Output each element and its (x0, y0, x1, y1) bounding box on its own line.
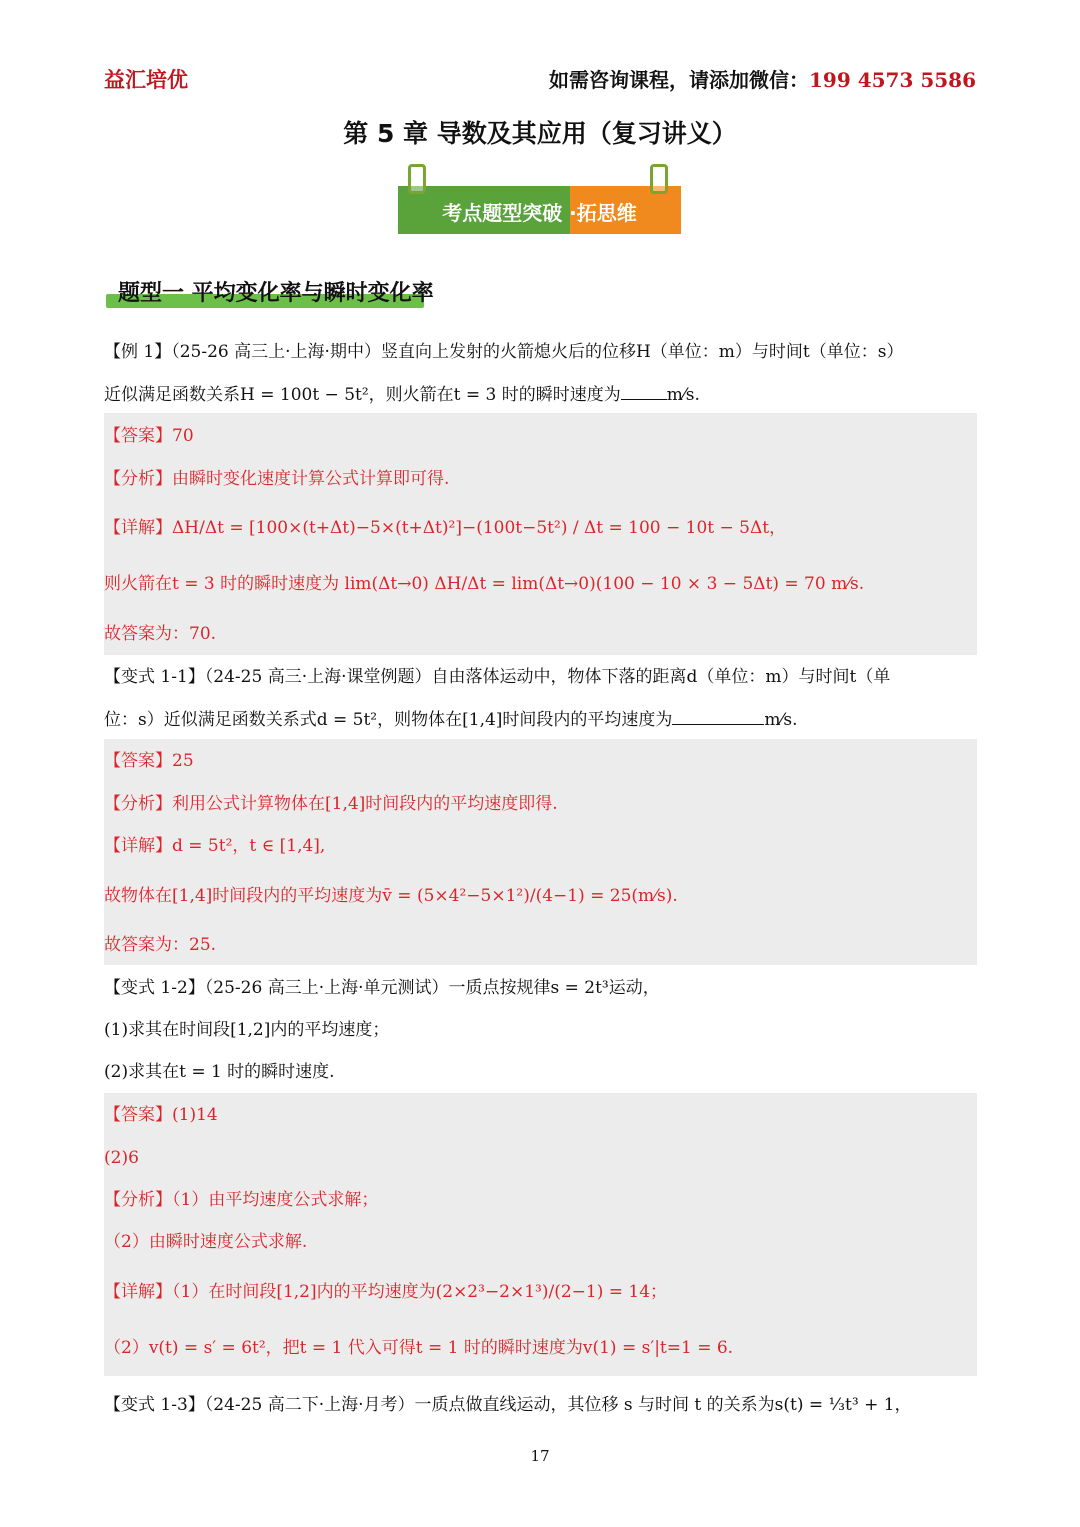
variant11-answer: 【答案】25 (104, 751, 194, 771)
chapter-title: 第 5 章 导数及其应用（复习讲义） (343, 119, 737, 148)
binder-clip-icon (408, 164, 426, 194)
variant12-question-line1: 【变式 1-2】（25-26 高三上·上海·单元测试）一质点按规律s = 2t³运动， (104, 978, 660, 998)
contact-prefix: 如需咨询课程，请添加微信： (548, 68, 809, 92)
variant11-question-line2 (104, 707, 798, 732)
example1-question-line2 (104, 382, 700, 407)
answer-blank (621, 382, 667, 400)
example1-detail2: 则火箭在t = 3 时的瞬时速度为 lim(Δt→0) ΔH/Δt = lim(Δt→0)(100 − 10 × 3 − 5Δt) = 70 m⁄s. (104, 574, 865, 594)
variant11-detail: 【详解】d = 5t²，t ∈ [1,4], (104, 836, 326, 856)
variant11-analysis: 【分析】利用公式计算物体在[1,4]时间段内的平均速度即得. (104, 794, 558, 814)
variant12-detail1: 【详解】（1）在时间段[1,2]内的平均速度为(2×2³−2×1³)/(2−1) = 14； (104, 1282, 668, 1302)
example1-conclusion: 故答案为：70. (104, 624, 217, 644)
variant12-analysis2: （2）由瞬时速度公式求解. (104, 1232, 308, 1252)
variant12-analysis1: 【分析】（1）由平均速度公式求解； (104, 1190, 379, 1210)
example1-question-text: 近似满足函数关系H = 100t − 5t²，则火箭在t = 3 时的瞬时速度为 (104, 385, 621, 405)
variant11-question-line1: 【变式 1-1】（24-25 高三·上海·课堂例题）自由落体运动中，物体下落的距离d（单位：m）与时间t（单 (104, 667, 891, 687)
example1-unit: m⁄s. (666, 385, 700, 405)
variant11-question-text: 位：s）近似满足函数关系式d = 5t²，则物体在[1,4]时间段内的平均速度为 (104, 710, 673, 730)
variant11-detail2: 故物体在[1,4]时间段内的平均速度为v̄ = (5×4²−5×1²)/(4−1) = 25(m⁄s). (104, 886, 678, 906)
variant12-detail2: （2）v(t) = s′ = 6t²，把t = 1 代入可得t = 1 时的瞬时速度为v(1) = s′|t=1 = 6. (104, 1338, 734, 1358)
example1-question-line1: 【例 1】（25-26 高三上·上海·期中）竖直向上发射的火箭熄火后的位移H（单位：m）与时间t（单位：s） (104, 342, 904, 362)
example1-detail: 【详解】ΔH/Δt = [100×(t+Δt)−5×(t+Δt)²]−(100t−5t²) / Δt = 100 − 10t − 5Δt， (104, 518, 787, 538)
section-title: 题型一 平均变化率与瞬时变化率 (118, 281, 434, 306)
variant13-question-line1: 【变式 1-3】（24-25 高二下·上海·月考）一质点做直线运动，其位移 s 与时间 t 的关系为s(t) = ⅓t³ + 1， (104, 1395, 912, 1415)
binder-clip-icon (650, 164, 668, 194)
banner-text: 考点题型突破 ·拓思维 (442, 201, 637, 225)
variant11-conclusion: 故答案为：25. (104, 935, 217, 955)
brand-name: 益汇培优 (104, 67, 188, 92)
answer-blank (672, 707, 764, 725)
section-banner (398, 186, 681, 234)
example1-analysis: 【分析】由瞬时变化速度计算公式计算即可得. (104, 469, 450, 489)
variant12-answer2: (2)6 (104, 1148, 139, 1168)
variant11-unit: m⁄s. (764, 710, 798, 730)
variant12-question-1: (1)求其在时间段[1,2]内的平均速度； (104, 1020, 390, 1040)
contact-phone: 199 4573 5586 (808, 68, 976, 92)
variant12-answer1: 【答案】(1)14 (104, 1105, 218, 1125)
contact-info (549, 64, 976, 93)
variant12-question-2: (2)求其在t = 1 时的瞬时速度. (104, 1062, 335, 1082)
page-number: 17 (530, 1447, 550, 1465)
example1-answer: 【答案】70 (104, 426, 194, 446)
